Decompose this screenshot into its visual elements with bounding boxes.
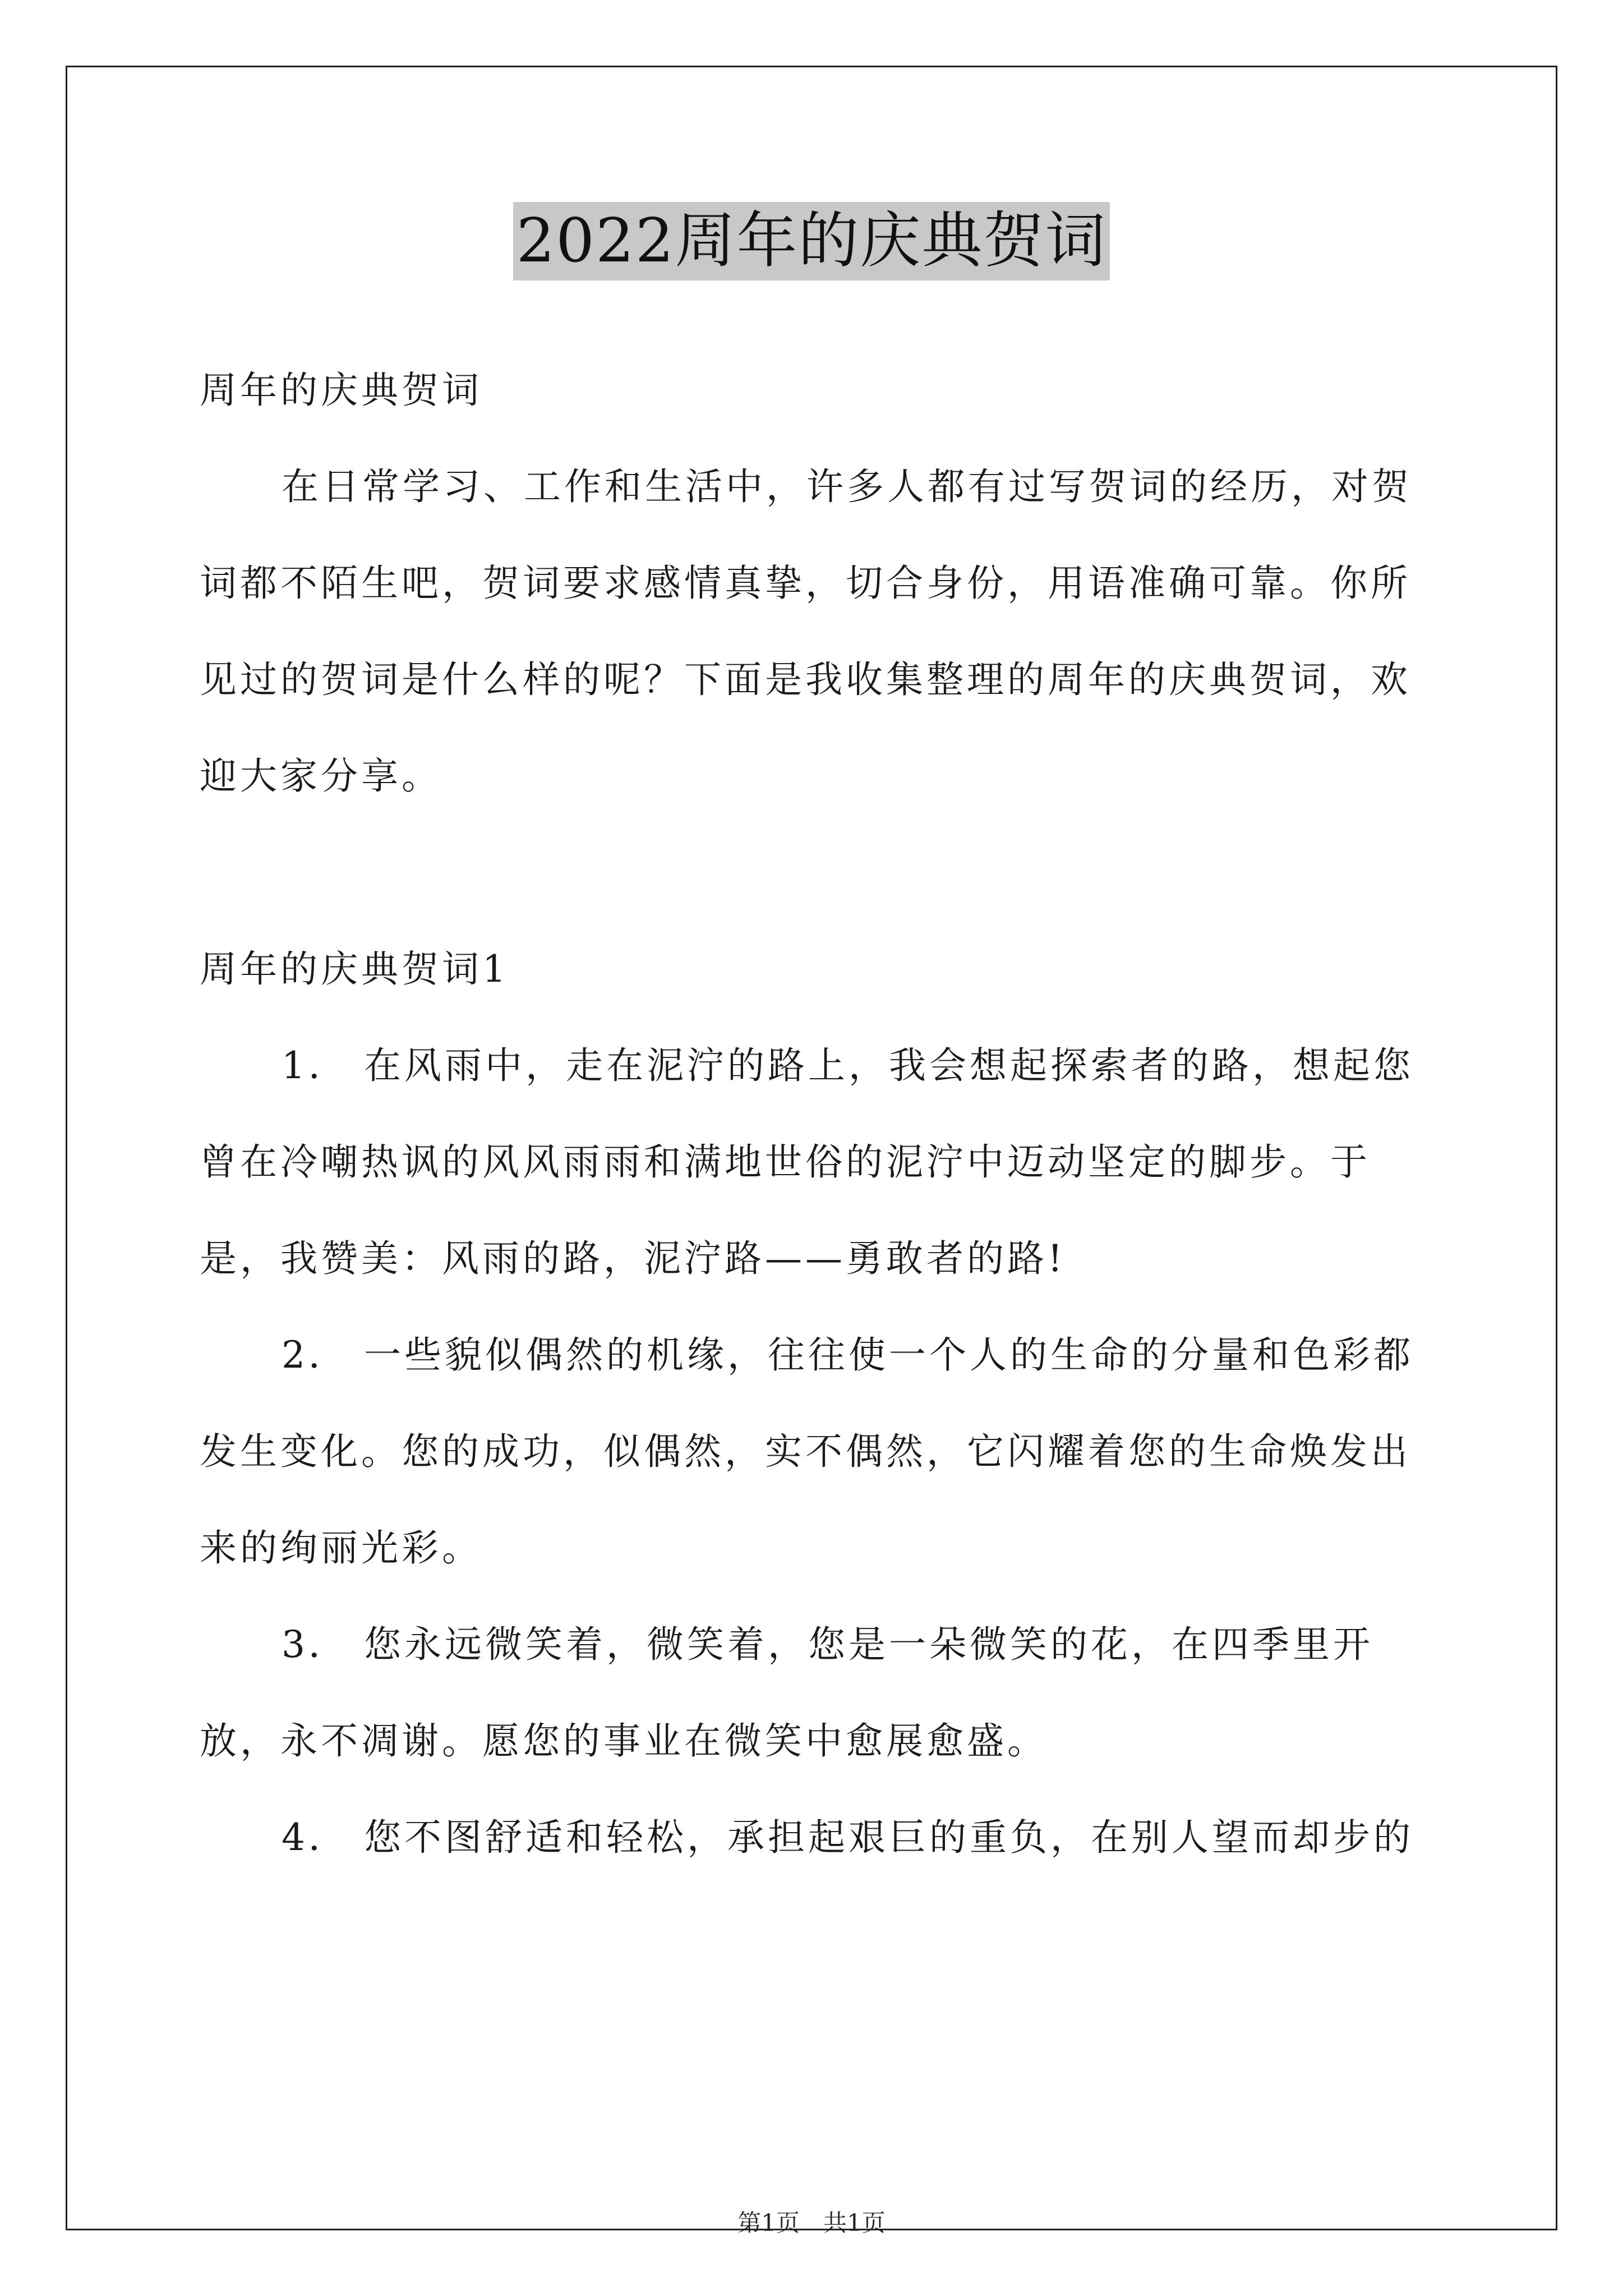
intro-paragraph: 在日常学习、工作和生活中，许多人都有过写贺词的经历，对贺词都不陌生吧，贺词要求感情真挚，切合身份，用语准确可靠。你所见过的贺词是什么样的呢？下面是我收集整理的周年的庆典贺词，欢迎大家分享。 bbox=[200, 465, 1412, 798]
list-item: 2． 一些貌似偶然的机缘，往往使一个人的生命的分量和色彩都发生变化。您的成功，似偶然，实不偶然，它闪耀着您的生命焕发出来的绚丽光彩。 bbox=[200, 1333, 1414, 1570]
document-title: 2022周年的庆典贺词 bbox=[513, 202, 1110, 280]
section-heading: 周年的庆典贺词1 bbox=[200, 947, 509, 991]
list-item: 3． 您永远微笑着，微笑着，您是一朵微笑的花，在四季里开放，永不凋谢。愿您的事业在微笑中愈展愈盛。 bbox=[200, 1623, 1373, 1763]
page-footer: 第1页 共1页 bbox=[737, 2209, 886, 2237]
title-wrapper bbox=[0, 202, 1623, 280]
list-item: 4． 您不图舒适和轻松，承担起艰巨的重负，在别人望而却步的 bbox=[282, 1816, 1414, 1859]
subtitle: 周年的庆典贺词 bbox=[200, 369, 482, 412]
paragraph-spacer bbox=[200, 825, 1433, 921]
list-item: 1． 在风雨中，走在泥泞的路上，我会想起探索者的路，想起您曾在冷嘲热讽的风风雨雨和满地世俗的泥泞中迈动坚定的脚步。于是，我赞美：风雨的路，泥泞路——勇敢者的路! bbox=[200, 1044, 1414, 1280]
document-body bbox=[200, 342, 1433, 1886]
